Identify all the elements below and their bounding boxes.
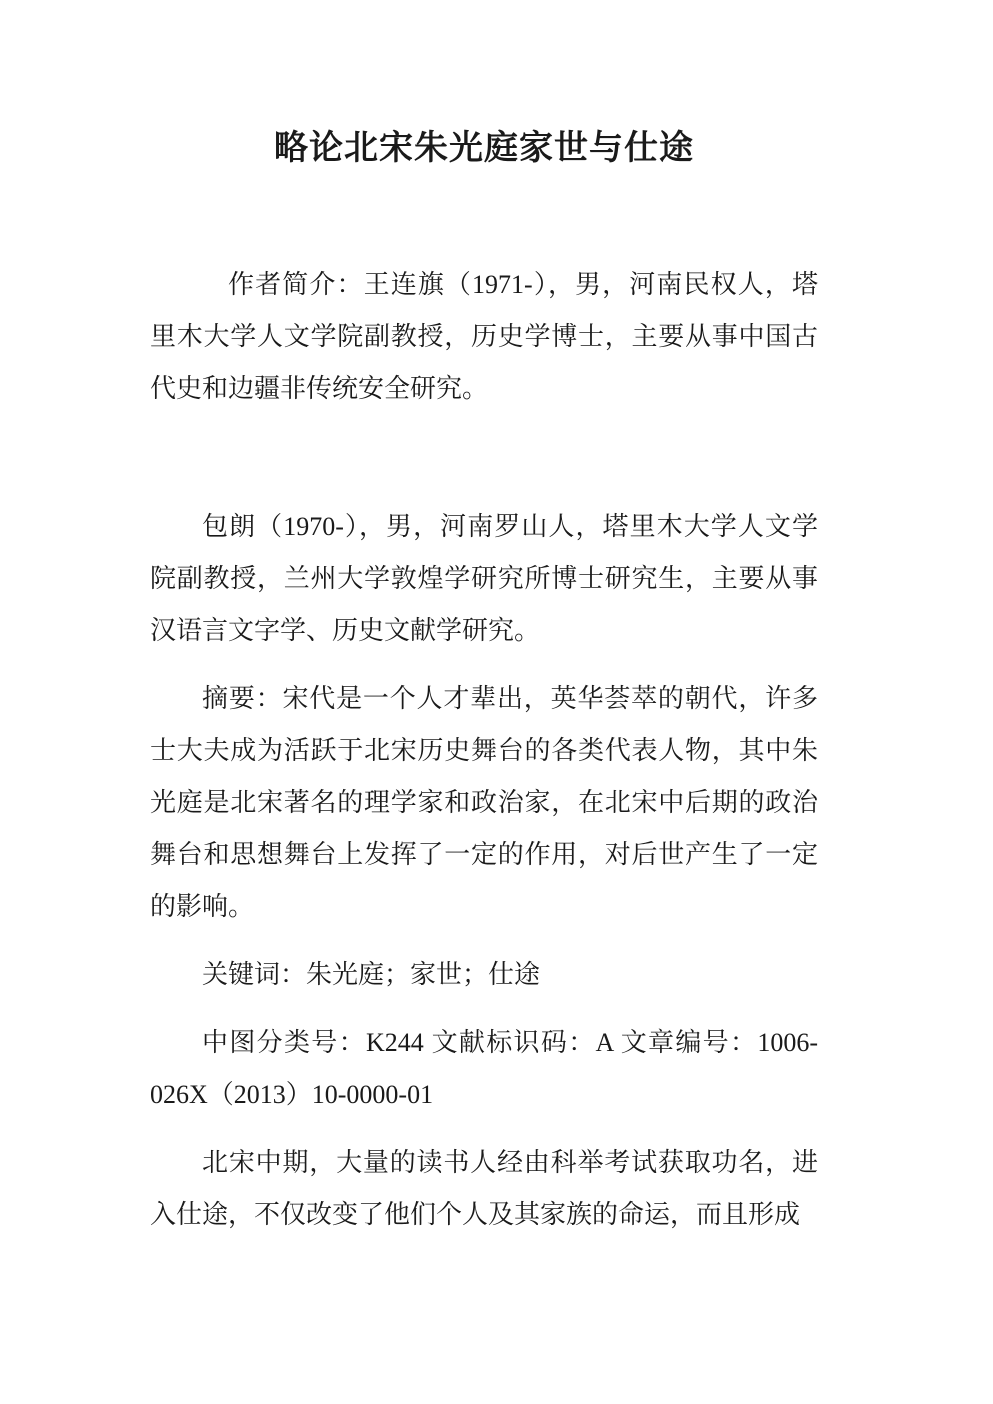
document-body	[0, 125, 993, 1241]
author-bio-paragraph-2: 包朗（1970-），男，河南罗山人，塔里木大学人文学院副教授，兰州大学敦煌学研究所博士研究生，主要从事汉语言文字学、历史文献学研究。	[150, 512, 818, 645]
document-title: 略论北宋朱光庭家世与仕途	[274, 130, 694, 167]
abstract-paragraph: 摘要：宋代是一个人才辈出，英华荟萃的朝代，许多士大夫成为活跃于北宋历史舞台的各类代表人物，其中朱光庭是北宋著名的理学家和政治家，在北宋中后期的政治舞台和思想舞台上发挥了一定的作用，对后世产生了一定的影响。	[150, 684, 818, 921]
author-bio-paragraph-1: 作者简介：王连旗（1971-），男，河南民权人，塔里木大学人文学院副教授，历史学博士，主要从事中国古代史和边疆非传统安全研究。	[150, 270, 818, 403]
classification-paragraph: 中图分类号：K244 文献标识码：A 文章编号：1006-026X（2013）10-0000-01	[150, 1028, 818, 1109]
body-opening-paragraph: 北宋中期，大量的读书人经由科举考试获取功名，进入仕途，不仅改变了他们个人及其家族的命运，而且形成	[150, 1148, 818, 1229]
keywords-paragraph: 关键词：朱光庭；家世；仕途	[202, 960, 541, 989]
